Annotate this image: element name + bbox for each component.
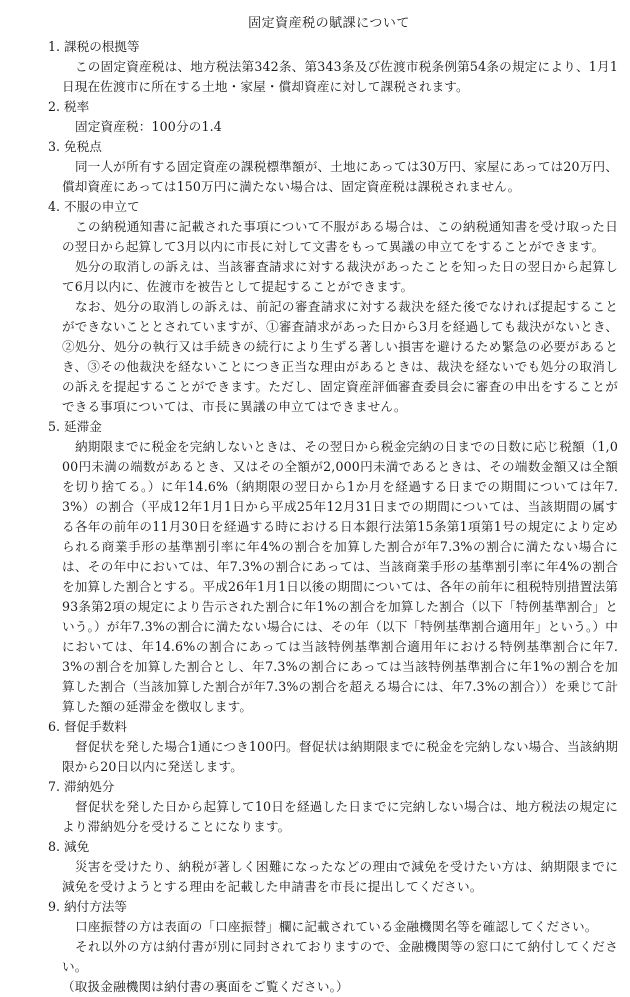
section-title: 延滞金 — [64, 419, 102, 434]
section-title: 税率 — [64, 99, 90, 114]
section-8 — [40, 837, 618, 897]
section-3 — [40, 137, 618, 197]
section-heading — [36, 417, 618, 437]
section-title: 免税点 — [64, 139, 102, 154]
section-heading — [36, 137, 618, 157]
section-title: 滞納処分 — [64, 779, 115, 794]
section-heading — [36, 37, 618, 57]
section-number: 4. — [47, 199, 60, 214]
section-paragraph: （取扱金融機関は納付書の裏面をご覧ください。） — [62, 979, 349, 994]
section-number: 6. — [47, 719, 60, 734]
section-heading — [36, 837, 618, 857]
section-number: 3. — [47, 139, 60, 154]
section-heading — [36, 897, 618, 917]
section-heading — [36, 777, 618, 797]
section-title: 不服の申立て — [64, 199, 140, 214]
section-4 — [40, 197, 618, 417]
section-heading — [36, 717, 618, 737]
section-paragraph: 固定資産税：100分の1.4 — [75, 119, 222, 134]
section-5 — [40, 417, 618, 717]
section-number: 1. — [47, 39, 60, 54]
section-7 — [40, 777, 618, 837]
section-1 — [40, 37, 618, 97]
section-heading — [36, 97, 618, 117]
section-title: 督促手数料 — [64, 719, 127, 734]
section-number: 5. — [47, 419, 60, 434]
section-title: 減免 — [64, 839, 90, 854]
section-6 — [40, 717, 618, 777]
section-paragraph: なお、処分の取消しの訴えは、前記の審査請求に対する裁決を経た後でなければ提起することができないこととされていますが、①審査請求があった日から3月を経過しても裁決がないとき、②処分、処分の執行又は手続きの続行により生ずる著しい損害を避けるため緊急の必要があるとき、③その他裁決を経ないことにつき正当な理由があるときは、裁決を経ないでも処分の取消しの訴えを提起することができます。ただし、固定資産評価審査委員会に審査の申出をすることができる事項については、市長に異議の申立てはできません。 — [62, 299, 618, 414]
section-title: 課税の根拠等 — [64, 39, 140, 54]
section-number: 2. — [47, 99, 60, 114]
section-2 — [40, 97, 618, 137]
section-paragraph: 督促状を発した日から起算して10日を経過した日までに完納しない場合は、地方税法の規定により滞納処分を受けることになります。 — [62, 799, 618, 834]
section-paragraph: この納税通知書に記載された事項について不服がある場合は、この納税通知書を受け取った日の翌日から起算して3月以内に市長に対して文書をもって異議の申立てをすることができます。 — [62, 219, 618, 254]
section-paragraph: 納期限までに税金を完納しないときは、その翌日から税金完納の日までの日数に応じ税額（1,000円未満の端数があるとき、又はその全額が2,000円未満であるときは、その端数金額又は全額を切り捨てる。）に年14.6%（納期限の翌日から1か月を経過する日までの期間については年7.3%）の割合（平成12年1月1日から平成25年12月31日までの期間については、当該期間の属する各年の前年の11月30日を経過する時における日本銀行法第15条第1項第1号の規定により定められる商業手形の基準割引率に年4%の割合を加算した割合が年7.3%の割合に満たない場合には、その年中においては、年7.3%の割合にあっては、当該商業手形の基準割引率に年4%の割合を加算した割合とする。平成26年1月1日以後の期間については、各年の前年に租税特別措置法第93条第2項の規定により告示された割合に年1%の割合を加算した割合（以下「特例基準割合」という。）が年7.3%の割合に満たない場合には、その年（以下「特例基準割合適用年」という。）中においては、年14.6%の割合にあっては当該特例基準割合適用年における特例基準割合に年7.3%の割合を加算した割合とし、年7.3%の割合にあっては当該特例基準割合に年1%の割合を加算した割合（当該加算した割合が年7.3%の割合を超える場合には、年7.3%の割合））を乗じて計算した額の延滞金を徴収します。 — [62, 439, 618, 714]
section-number: 9. — [47, 899, 60, 914]
section-title: 納付方法等 — [64, 899, 127, 914]
section-paragraph: この固定資産税は、地方税法第342条、第343条及び佐渡市税条例第54条の規定により、1月1日現在佐渡市に所在する土地・家屋・償却資産に対して課税されます。 — [62, 59, 618, 94]
section-paragraph: 処分の取消しの訴えは、当該審査請求に対する裁決があったことを知った日の翌日から起算して6月以内に、佐渡市を被告として提起することができます。 — [62, 259, 618, 294]
section-number: 7. — [47, 779, 60, 794]
section-paragraph: それ以外の方は納付書が別に同封されておりますので、金融機関等の窓口にて納付してください。 — [62, 939, 618, 974]
section-paragraph: 同一人が所有する固定資産の課税標準額が、土地にあっては30万円、家屋にあっては20万円、償却資産にあっては150万円に満たない場合は、固定資産税は課税されません。 — [62, 159, 618, 194]
section-9 — [40, 897, 618, 997]
section-paragraph: 口座振替の方は表面の「口座振替」欄に記載されている金融機関名等を確認してください。 — [75, 919, 598, 934]
section-paragraph: 災害を受けたり、納税が著しく困難になったなどの理由で減免を受けたい方は、納期限までに減免を受けようとする理由を記載した申請書を市長に提出してください。 — [62, 859, 618, 894]
section-number: 8. — [47, 839, 60, 854]
section-heading — [36, 197, 618, 217]
document-title: 固定資産税の賦課について — [248, 16, 410, 31]
section-paragraph: 督促状を発した場合1通につき100円。督促状は納期限までに税金を完納しない場合、当該納期限から20日以内に発送します。 — [62, 739, 618, 774]
